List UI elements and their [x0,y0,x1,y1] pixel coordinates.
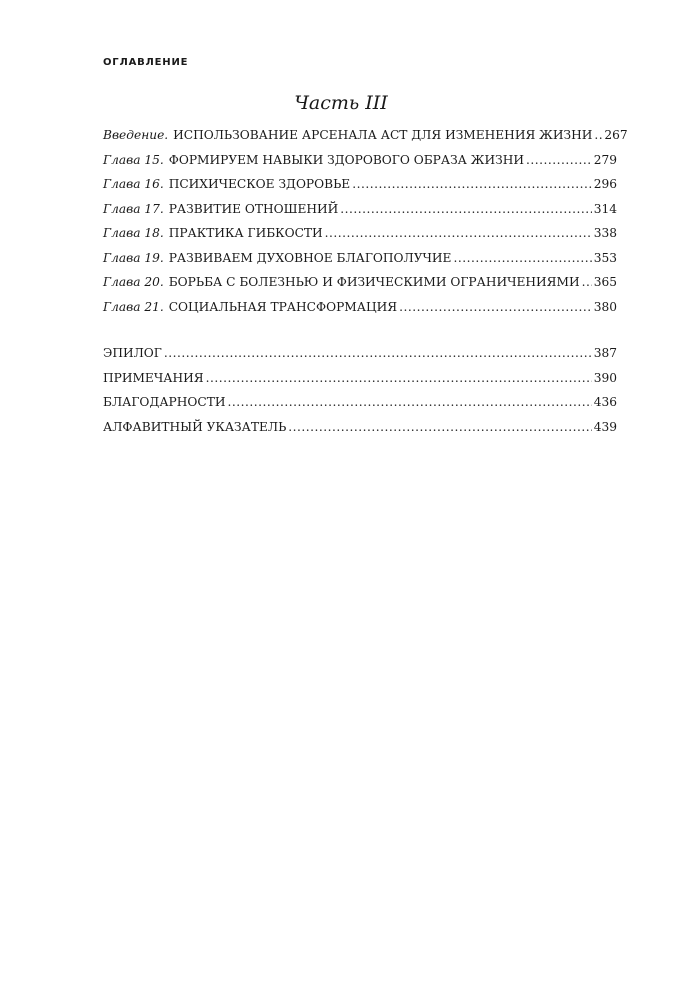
toc-entry-page: 387 [593,346,617,360]
toc-entry-prefix: Введение. [103,128,169,142]
section-gap [103,324,617,346]
toc-entry-page: 338 [593,226,617,240]
dot-leader [340,202,591,216]
dot-leader [582,275,592,289]
toc-entry-title: БЛАГОДАРНОСТИ [103,395,226,409]
toc-entry-chapter-18[interactable] [103,226,617,251]
toc-entry-chapter-21[interactable] [103,300,617,325]
toc-entry-page: 353 [593,250,617,265]
toc-entry-page: 380 [593,299,617,314]
toc-entry-prefix: Глава 19. [103,250,164,265]
dot-leader [399,300,592,314]
dot-leader [325,226,592,240]
running-head: ОГЛАВЛЕНИЕ [103,57,189,68]
toc-entry-page: 365 [593,275,617,289]
toc-entry-introduction[interactable] [103,128,628,153]
dot-leader [164,346,592,360]
toc-entry-page: 296 [593,177,617,191]
toc-entry-title: СОЦИАЛЬНАЯ ТРАНСФОРМАЦИЯ [168,299,398,314]
toc-entry-chapter-20[interactable] [103,275,617,300]
dot-leader [288,420,591,434]
toc-entry-acknowledgements[interactable] [103,395,617,420]
toc-entry-title: ИСПОЛЬЗОВАНИЕ АРСЕНАЛА АСТ ДЛЯ ИЗМЕНЕНИЯ ЖИЗНИ [173,128,593,142]
toc-entry-prefix: Глава 18. [103,226,164,240]
dot-leader [453,251,591,265]
toc-entry-epilogue[interactable] [103,346,617,371]
toc-entry-chapter-16[interactable] [103,177,617,202]
toc-entry-prefix: Глава 20. [103,275,164,289]
toc-entry-chapter-17[interactable] [103,202,617,227]
toc-entry-page: 436 [593,395,617,409]
toc-entry-prefix: Глава 15. [103,152,164,167]
dot-leader [352,177,592,191]
toc-entry-title: РАЗВИТИЕ ОТНОШЕНИЙ [168,201,339,216]
toc-entry-title: ФОРМИРУЕМ НАВЫКИ ЗДОРОВОГО ОБРАЗА ЖИЗНИ [168,152,524,167]
toc-entry-title: ЭПИЛОГ [103,346,162,360]
toc-entry-notes[interactable] [103,371,617,396]
toc-entry-page: 267 [604,128,628,142]
table-of-contents [103,128,628,444]
toc-entry-title: АЛФАВИТНЫЙ УКАЗАТЕЛЬ [103,419,287,434]
toc-entry-prefix: Глава 21. [103,299,164,314]
dot-leader [206,371,592,385]
toc-entry-title: РАЗВИВАЕМ ДУХОВНОЕ БЛАГОПОЛУЧИЕ [168,250,452,265]
part-title: Часть III [294,92,388,114]
toc-entry-page: 390 [593,370,617,385]
toc-entry-page: 314 [593,201,617,216]
toc-entry-chapter-19[interactable] [103,251,617,276]
toc-entry-page: 279 [593,152,617,167]
dot-leader [594,128,602,142]
toc-entry-page: 439 [593,419,617,434]
toc-entry-chapter-15[interactable] [103,153,617,178]
toc-entry-title: ПРИМЕЧАНИЯ [103,370,204,385]
toc-entry-index[interactable] [103,420,617,445]
toc-entry-title: ПРАКТИКА ГИБКОСТИ [168,226,323,240]
toc-entry-prefix: Глава 16. [103,177,164,191]
toc-entry-title: ПСИХИЧЕСКОЕ ЗДОРОВЬЕ [168,177,351,191]
toc-entry-title: БОРЬБА С БОЛЕЗНЬЮ И ФИЗИЧЕСКИМИ ОГРАНИЧЕНИЯМИ [168,275,580,289]
dot-leader [526,153,592,167]
toc-entry-prefix: Глава 17. [103,201,164,216]
dot-leader [227,395,591,409]
